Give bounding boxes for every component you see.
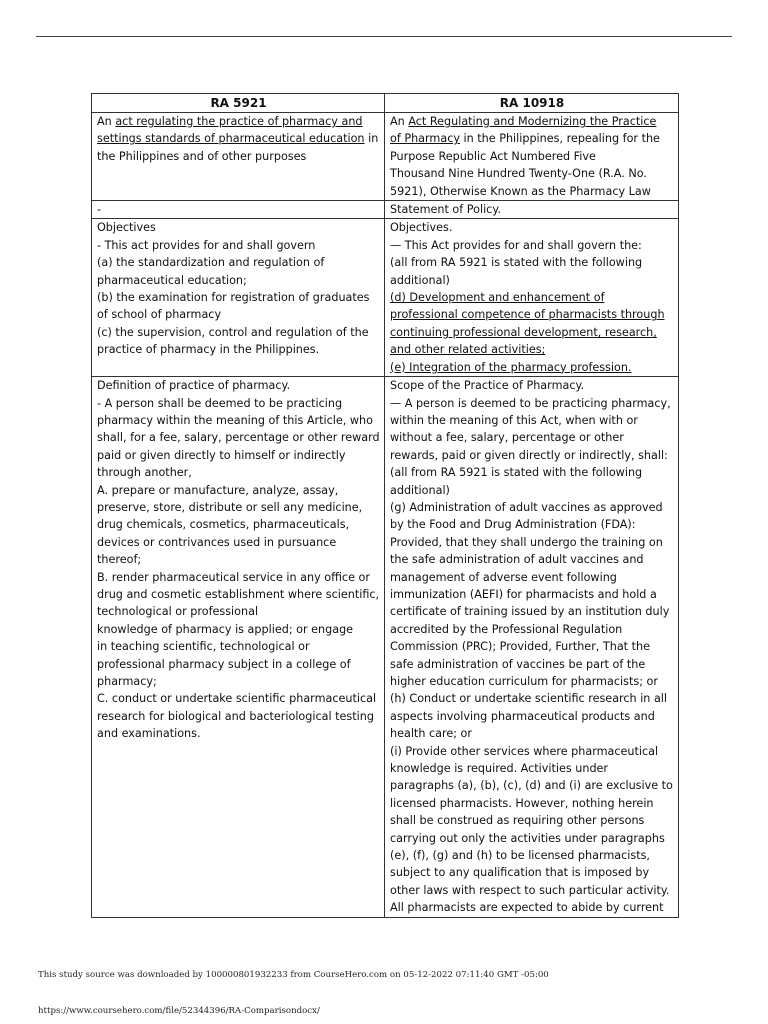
cell-line	[390, 324, 674, 341]
table-body	[92, 113, 679, 918]
table-cell-ra10918	[385, 219, 679, 377]
cell-line	[97, 377, 380, 394]
cell-line	[97, 201, 380, 218]
text-segment: additional)	[390, 483, 450, 497]
download-source-note: This study source was downloaded by 100000801932233 from CourseHero.com on 05-12-2022 07:11:40 GMT -05:00	[38, 970, 549, 980]
text-segment: pharmacy;	[97, 675, 157, 688]
cell-line	[97, 621, 380, 638]
text-segment: thereof;	[97, 553, 142, 567]
cell-line	[390, 482, 674, 499]
text-segment: Commission (PRC); Provided, Further, That the	[390, 640, 650, 654]
cell-line	[97, 130, 380, 147]
policy-row	[92, 201, 679, 219]
cell-line	[390, 621, 674, 638]
text-segment: additional)	[390, 273, 450, 287]
cell-line	[390, 551, 674, 568]
text-segment: Definition of practice of pharmacy.	[97, 379, 291, 393]
cell-line	[97, 219, 380, 236]
text-segment: rewards, paid or given directly or indirectly, shall:	[390, 448, 668, 462]
cell-line	[390, 673, 674, 690]
comparison-table	[91, 93, 679, 918]
text-segment: shall be construed as requiring other persons	[390, 814, 645, 828]
text-segment: the Philippines and of other purposes	[97, 149, 307, 163]
cell-line	[390, 254, 674, 271]
underlined-text: (d) Development and enhancement of	[390, 291, 605, 305]
cell-line	[97, 690, 380, 707]
cell-line	[97, 708, 380, 725]
cell-line	[390, 412, 674, 429]
cell-line	[390, 516, 674, 533]
cell-line	[390, 690, 674, 707]
cell-line	[97, 638, 380, 655]
underlined-text: act regulating the practice of pharmacy and	[115, 115, 363, 128]
cell-line	[97, 569, 380, 586]
text-segment: shall, for a fee, salary, percentage or other reward	[97, 431, 380, 445]
cell-line	[390, 586, 674, 603]
text-segment: Scope of the Practice of Pharmacy.	[390, 379, 585, 393]
text-segment: knowledge of pharmacy is applied; or engage	[97, 622, 354, 636]
underlined-text: Act Regulating and Modernizing the Practice	[408, 115, 657, 128]
text-segment: management of adverse event following	[390, 570, 617, 584]
cell-line	[97, 113, 380, 130]
text-segment: - This act provides for and shall govern	[97, 238, 316, 252]
text-segment: All pharmacists are expected to abide by current	[390, 901, 664, 915]
cell-line	[97, 395, 380, 412]
cell-line	[390, 743, 674, 760]
cell-line	[390, 708, 674, 725]
cell-line	[97, 586, 380, 603]
text-segment: devices or contrivances used in pursuance	[97, 535, 337, 549]
table-cell-ra10918	[385, 113, 679, 201]
cell-line	[97, 464, 380, 481]
column-header-ra10918: RA 10918	[385, 94, 679, 113]
cell-line	[97, 289, 380, 306]
table-cell-ra5921	[92, 113, 385, 201]
text-segment: within the meaning of this Act, when with or	[390, 413, 638, 427]
cell-line	[390, 219, 674, 236]
text-segment: certificate of training issued by an institution duly	[390, 605, 670, 619]
cell-line	[390, 847, 674, 864]
text-segment: paid or given directly to himself or indirectly	[97, 448, 346, 462]
cell-line	[390, 341, 674, 358]
text-segment: (c) the supervision, control and regulation of the	[97, 325, 369, 339]
text-segment: drug and cosmetic establishment where scientific,	[97, 587, 380, 601]
text-segment: carrying out only the activities under paragraphs	[390, 831, 665, 845]
cell-line	[390, 812, 674, 829]
text-segment: other laws with respect to such particular activity.	[390, 883, 670, 897]
column-header-ra5921: RA 5921	[92, 94, 385, 113]
text-segment: of school of pharmacy	[97, 308, 222, 322]
text-segment: by the Food and Drug Administration (FDA):	[390, 518, 636, 532]
cell-line	[97, 725, 380, 742]
cell-line	[390, 795, 674, 812]
cell-line	[390, 237, 674, 254]
text-segment: professional pharmacy subject in a college of	[97, 657, 351, 671]
cell-line	[390, 377, 674, 394]
cell-line	[390, 429, 674, 446]
practice-scope-row	[92, 377, 679, 918]
text-segment: An	[390, 115, 409, 128]
cell-line	[97, 254, 380, 271]
text-segment: (all from RA 5921 is stated with the following	[390, 256, 643, 270]
cell-line	[390, 447, 674, 464]
text-segment: accredited by the Professional Regulation	[390, 622, 623, 636]
text-segment: (all from RA 5921 is stated with the following	[390, 466, 643, 480]
text-segment: - A person shall be deemed to be practicing	[97, 396, 343, 410]
text-segment: licensed pharmacists. However, nothing herein	[390, 796, 654, 810]
text-segment: (a) the standardization and regulation of	[97, 256, 325, 270]
cell-line	[97, 447, 380, 464]
text-segment: pharmaceutical education;	[97, 273, 247, 287]
cell-line	[390, 113, 674, 130]
cell-line	[97, 272, 380, 289]
title-row	[92, 113, 679, 201]
cell-line	[390, 656, 674, 673]
text-segment: — A person is deemed to be practicing pharmacy,	[390, 396, 671, 410]
cell-line	[390, 725, 674, 742]
table-cell-ra10918	[385, 201, 679, 219]
text-segment: Purpose Republic Act Numbered Five	[390, 149, 596, 163]
table-cell-ra5921	[92, 201, 385, 219]
table-cell-ra5921	[92, 219, 385, 377]
text-segment: the safe administration of adult vaccines and	[390, 553, 644, 567]
text-segment: in	[364, 132, 379, 146]
cell-line	[97, 237, 380, 254]
cell-line	[390, 289, 674, 306]
cell-line	[390, 569, 674, 586]
text-segment: immunization (AEFI) for pharmacists and hold a	[390, 587, 657, 601]
text-segment: An	[97, 115, 116, 128]
cell-line	[390, 777, 674, 794]
text-segment: safe administration of vaccines be part of the	[390, 657, 646, 671]
top-divider	[36, 36, 732, 37]
cell-line	[97, 482, 380, 499]
cell-line	[97, 341, 380, 358]
cell-line	[97, 603, 380, 620]
cell-line	[97, 656, 380, 673]
cell-line	[390, 183, 674, 200]
cell-line	[97, 534, 380, 551]
table-cell-ra5921	[92, 377, 385, 918]
cell-line	[390, 534, 674, 551]
cell-line	[390, 395, 674, 412]
underlined-text: and other related activities;	[390, 343, 546, 357]
text-segment: Objectives	[97, 221, 156, 235]
cell-line	[390, 148, 674, 165]
table-cell-ra10918	[385, 377, 679, 918]
text-segment: (h) Conduct or undertake scientific research in all	[390, 692, 668, 706]
text-segment: drug chemicals, cosmetics, pharmaceuticals,	[97, 518, 350, 532]
text-segment: preserve, store, distribute or sell any medicine,	[97, 500, 363, 514]
cell-line	[390, 306, 674, 323]
cell-line	[97, 306, 380, 323]
text-segment: (b) the examination for registration of graduates	[97, 291, 370, 305]
text-segment: Thousand Nine Hundred Twenty-One (R.A. No.	[390, 167, 647, 181]
cell-line	[97, 429, 380, 446]
cell-line	[390, 638, 674, 655]
text-segment: in teaching scientific, technological or	[97, 640, 310, 654]
objectives-row	[92, 219, 679, 377]
underlined-text: (e) Integration of the pharmacy profession.	[390, 360, 632, 374]
cell-line	[97, 499, 380, 516]
cell-line	[97, 673, 380, 690]
text-segment: practice of pharmacy in the Philippines.	[97, 343, 320, 357]
text-segment: paragraphs (a), (b), (c), (d) and (i) are exclusive to	[390, 779, 673, 793]
text-segment: knowledge is required. Activities under	[390, 762, 609, 776]
text-segment: in the Philippines, repealing for the	[459, 132, 660, 146]
text-segment: (i) Provide other services where pharmaceutical	[390, 744, 659, 758]
text-segment: Provided, that they shall undergo the training on	[390, 535, 663, 549]
cell-line	[97, 412, 380, 429]
cell-line	[390, 464, 674, 481]
cell-line	[390, 864, 674, 881]
cell-line	[390, 165, 674, 182]
underlined-text: settings standards of pharmaceutical education	[97, 132, 365, 146]
text-segment: Objectives.	[390, 221, 453, 235]
text-segment: and examinations.	[97, 727, 201, 741]
text-segment: (g) Administration of adult vaccines as approved	[390, 500, 663, 514]
cell-line	[390, 130, 674, 147]
cell-line	[390, 899, 674, 916]
text-segment: 5921), Otherwise Known as the Pharmacy Law	[390, 184, 651, 198]
text-segment: technological or professional	[97, 605, 259, 619]
cell-line	[390, 603, 674, 620]
underlined-text: continuing professional development, research,	[390, 325, 657, 339]
text-segment: health care; or	[390, 727, 472, 741]
text-segment: aspects involving pharmaceutical products and	[390, 709, 655, 723]
text-segment: -	[97, 203, 102, 217]
text-segment: (e), (f), (g) and (h) to be licensed pharmacists,	[390, 849, 650, 863]
cell-line	[390, 499, 674, 516]
text-segment: research for biological and bacteriological testing	[97, 709, 374, 723]
cell-line	[97, 324, 380, 341]
text-segment: through another,	[97, 466, 192, 480]
text-segment: without a fee, salary, percentage or other	[390, 431, 624, 445]
cell-line	[97, 148, 380, 165]
underlined-text: professional competence of pharmacists through	[390, 308, 665, 322]
cell-line	[390, 830, 674, 847]
cell-line	[390, 882, 674, 899]
cell-line	[97, 551, 380, 568]
source-url: https://www.coursehero.com/file/52344396/RA-Comparisondocx/	[38, 1006, 320, 1016]
table-header-row	[92, 94, 679, 113]
text-segment: higher education curriculum for pharmacists; or	[390, 675, 658, 688]
cell-line	[390, 359, 674, 376]
text-segment: C. conduct or undertake scientific pharmaceutical	[97, 692, 377, 706]
cell-line	[390, 201, 674, 218]
text-segment: pharmacy within the meaning of this Article, who	[97, 413, 373, 427]
cell-line	[97, 516, 380, 533]
text-segment: A. prepare or manufacture, analyze, assay,	[97, 483, 339, 497]
cell-line	[390, 760, 674, 777]
cell-line	[390, 272, 674, 289]
underlined-text: of Pharmacy	[390, 132, 460, 146]
text-segment: B. render pharmaceutical service in any office or	[97, 570, 370, 584]
text-segment: subject to any qualification that is imposed by	[390, 866, 650, 880]
text-segment: Statement of Policy.	[390, 203, 501, 217]
text-segment: — This Act provides for and shall govern the:	[390, 238, 642, 252]
